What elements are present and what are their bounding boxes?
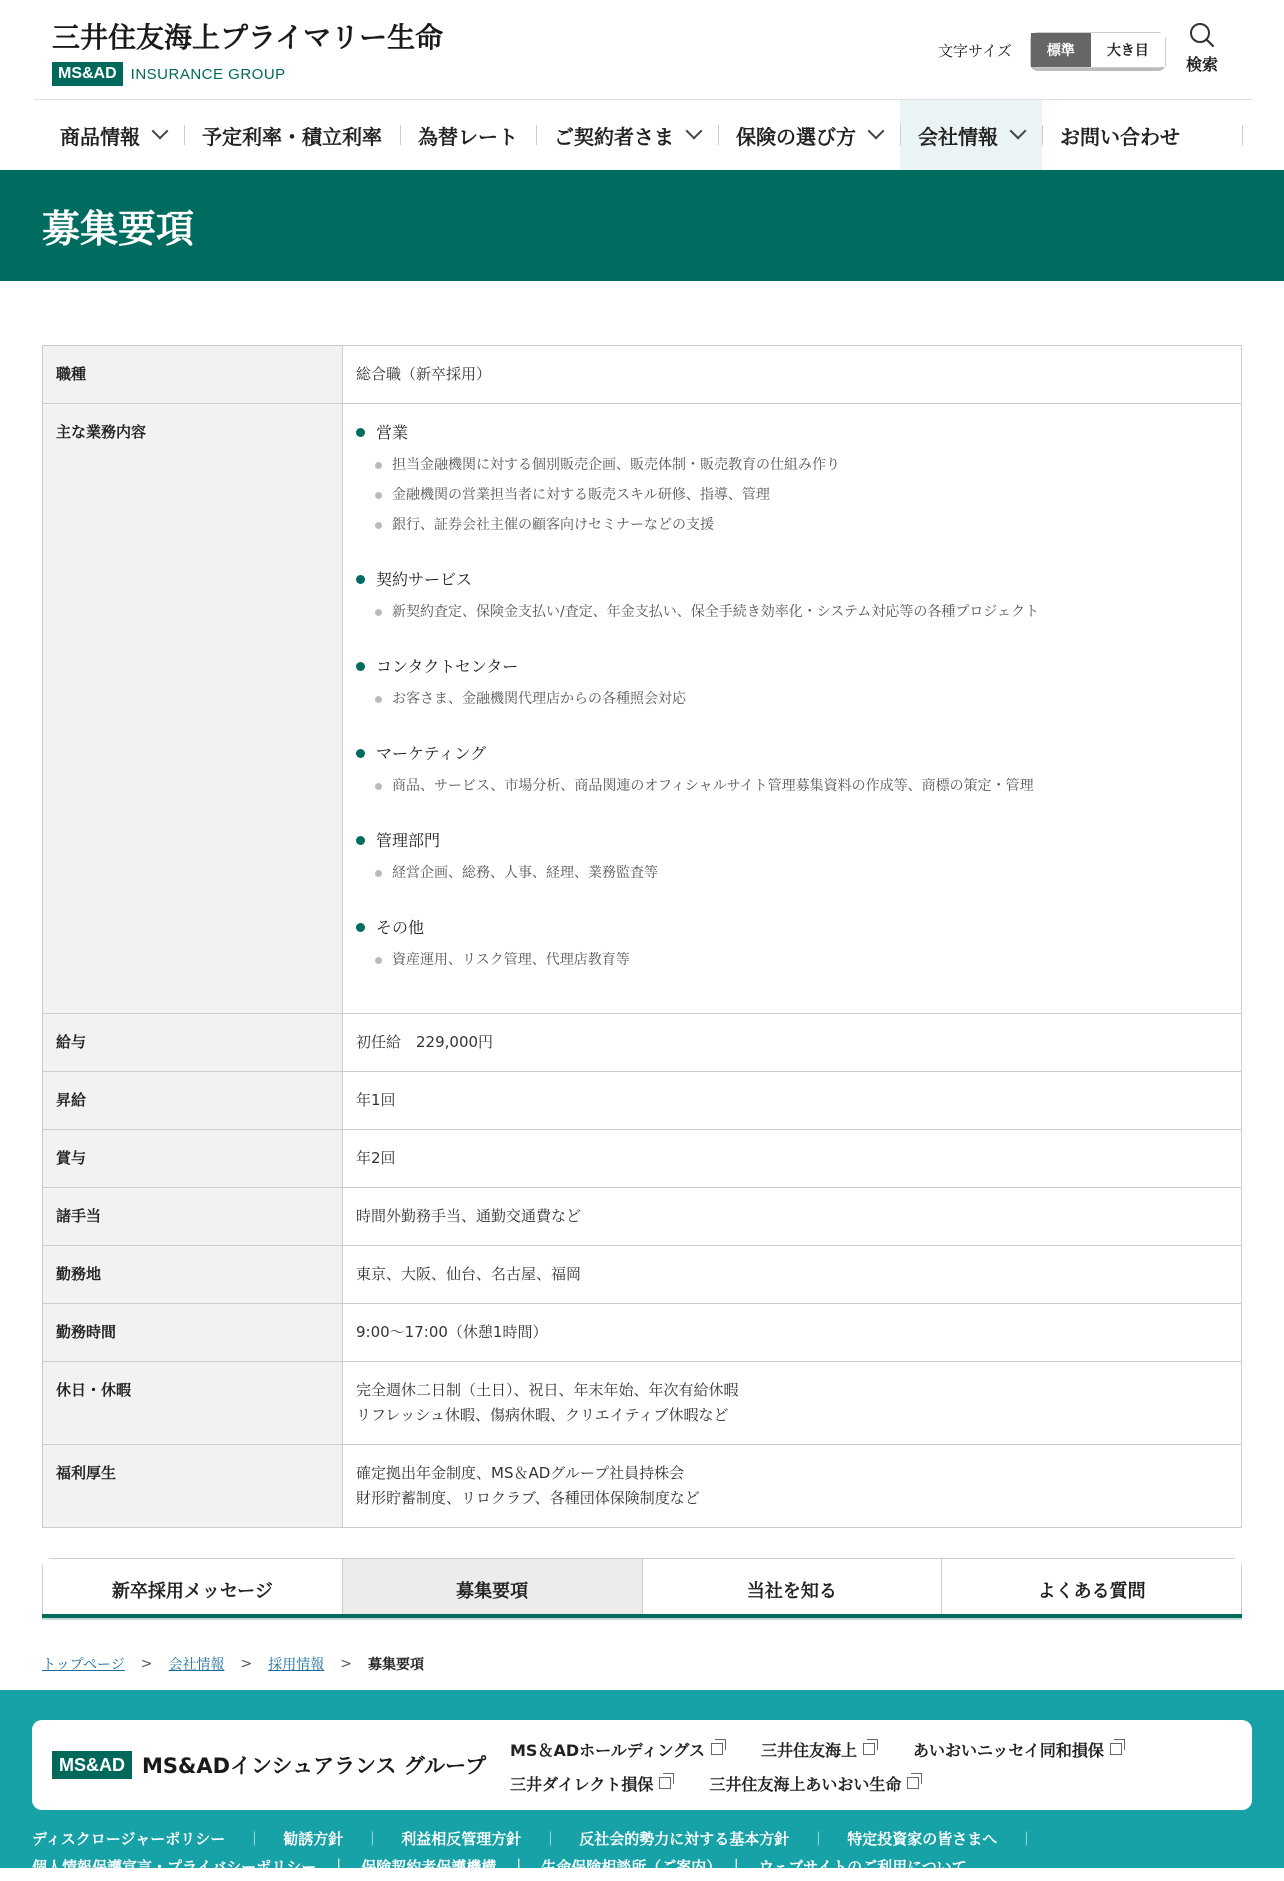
bullet-icon	[356, 749, 365, 758]
table-row	[43, 1445, 1242, 1528]
chevron-down-icon	[686, 123, 703, 140]
group-link-holdings[interactable]	[510, 1738, 723, 1761]
tab-about[interactable]: 当社を知る	[643, 1559, 943, 1620]
table-row	[43, 1014, 1242, 1072]
sub-bullet-icon	[375, 696, 382, 703]
duty-title: 契約サービス	[376, 570, 473, 589]
duty-detail: 銀行、証券会社主催の顧客向けセミナーなどの支援	[392, 517, 714, 533]
duty-title: 営業	[376, 423, 409, 442]
font-size-large-button[interactable]: 大き目	[1091, 33, 1165, 67]
sub-bullet-icon	[375, 462, 382, 469]
row-value: 9:00～17:00（休憩1時間）	[343, 1304, 1242, 1362]
policy-separator: ｜	[543, 1831, 558, 1848]
bullet-icon	[356, 575, 365, 584]
group-link-ad[interactable]	[913, 1738, 1122, 1761]
duty-detail: 金融機関の営業担当者に対する販売スキル研修、指導、管理	[392, 487, 770, 503]
breadcrumb-current: 募集要項	[367, 1657, 424, 1673]
row-label: 休日・休暇	[43, 1362, 343, 1445]
page-hero	[0, 170, 1284, 281]
table-row	[43, 1072, 1242, 1130]
row-value: 年1回	[343, 1072, 1242, 1130]
font-size-normal-button[interactable]: 標準	[1031, 33, 1091, 67]
policy-separator: ｜	[247, 1831, 262, 1848]
group-link-label: 三井住友海上	[761, 1740, 858, 1760]
duty-title: その他	[376, 918, 425, 937]
font-size-label: 文字サイズ	[938, 41, 1012, 60]
list-item	[356, 567, 1228, 625]
list-item	[356, 828, 1228, 886]
duty-detail: 経営企画、総務、人事、経理、業務監査等	[392, 865, 658, 881]
site-header	[0, 0, 1284, 100]
nav-item-label: ご契約者さま	[554, 124, 674, 149]
external-link-icon	[659, 1777, 671, 1789]
duty-detail: お客さま、金融機関代理店からの各種照会対応	[392, 691, 686, 707]
duties-list	[356, 420, 1228, 973]
breadcrumb-link-company[interactable]: 会社情報	[168, 1657, 225, 1673]
breadcrumb-separator: >	[140, 1656, 153, 1672]
recruitment-table	[42, 345, 1242, 1528]
nav-divider	[1242, 125, 1243, 145]
table-row	[43, 1362, 1242, 1445]
breadcrumb-separator: >	[240, 1656, 253, 1672]
sub-bullet-icon	[375, 492, 382, 499]
list-item	[356, 420, 1228, 538]
breadcrumb	[42, 1654, 424, 1674]
external-link-icon	[711, 1743, 723, 1755]
row-label: 福利厚生	[43, 1445, 343, 1528]
font-size-switcher	[938, 32, 1166, 68]
row-value: 総合職（新卒採用）	[343, 346, 1242, 404]
nav-item-label: お問い合わせ	[1060, 124, 1180, 149]
nav-item-company[interactable]	[900, 100, 1042, 170]
row-label: 勤務地	[43, 1246, 343, 1304]
page-title: 募集要項	[42, 207, 195, 251]
list-item	[356, 741, 1228, 799]
row-value: 初任給 229,000円	[343, 1014, 1242, 1072]
nav-item-label: 会社情報	[918, 124, 998, 149]
row-label: 諸手当	[43, 1188, 343, 1246]
policy-link-investors[interactable]: 特定投資家の皆さまへ	[847, 1830, 998, 1848]
policy-links-row2	[32, 1858, 967, 1876]
row-value-line: 確定拠出年金制度、MS＆ADグループ社員持株会	[356, 1464, 685, 1482]
duty-detail: 商品、サービス、市場分析、商品関連のオフィシャルサイト管理募集資料の作成等、商標の策定・管理	[392, 778, 1034, 794]
logo-group-text: INSURANCE GROUP	[130, 65, 286, 83]
search-icon	[1189, 22, 1215, 48]
table-row	[43, 1130, 1242, 1188]
tab-message[interactable]: 新卒採用メッセージ	[43, 1559, 343, 1620]
group-link-label: あいおいニッセイ同和損保	[913, 1740, 1104, 1760]
policy-separator: ｜	[1019, 1831, 1034, 1848]
row-value: 時間外勤務手当、通勤交通費など	[343, 1188, 1242, 1246]
site-logo[interactable]	[52, 16, 443, 86]
table-row	[43, 1246, 1242, 1304]
tabs-underline-shadow	[42, 1618, 1242, 1620]
chevron-down-icon	[868, 123, 885, 140]
sub-bullet-icon	[375, 522, 382, 529]
duty-detail: 資産運用、リスク管理、代理店教育等	[392, 952, 630, 968]
row-label: 昇給	[43, 1072, 343, 1130]
group-logo-name: MS&ADインシュアランス グループ	[142, 1754, 487, 1778]
chevron-down-icon	[152, 123, 169, 140]
table-row	[43, 1188, 1242, 1246]
group-link-label: 三井ダイレクト損保	[510, 1774, 654, 1794]
row-label: 給与	[43, 1014, 343, 1072]
row-value-line: 財形貯蓄制度、リロクラブ、各種団体保険制度など	[356, 1489, 700, 1507]
sub-bullet-icon	[375, 783, 382, 790]
nav-item-label: 商品情報	[60, 124, 140, 149]
group-link-label: MS＆ADホールディングス	[510, 1740, 706, 1760]
external-link-icon	[1110, 1743, 1122, 1755]
list-item	[356, 654, 1228, 712]
external-link-icon	[907, 1777, 919, 1789]
chevron-down-icon	[1010, 123, 1027, 140]
group-link-ms[interactable]	[761, 1738, 875, 1761]
row-value	[343, 1445, 1242, 1528]
site-footer	[0, 1690, 1284, 1876]
group-logo[interactable]	[52, 1750, 486, 1780]
policy-link-disclosure[interactable]: ディスクロージャーポリシー	[32, 1830, 226, 1848]
sub-bullet-icon	[375, 870, 382, 877]
row-value: 東京、大阪、仙台、名古屋、福岡	[343, 1246, 1242, 1304]
external-link-icon	[863, 1743, 875, 1755]
duty-title: コンタクトセンター	[376, 657, 519, 676]
policy-separator: ｜	[811, 1831, 826, 1848]
sub-bullet-icon	[375, 957, 382, 964]
row-label: 賞与	[43, 1130, 343, 1188]
group-link-label: 三井住友海上あいおい生命	[709, 1774, 902, 1794]
font-size-toggle	[1030, 32, 1166, 68]
row-label: 勤務時間	[43, 1304, 343, 1362]
msad-logo-badge: MS&AD	[52, 62, 123, 86]
policy-link-conflict[interactable]: 利益相反管理方針	[401, 1830, 522, 1848]
logo-company-name: 三井住友海上プライマリー生命	[52, 21, 444, 54]
policy-link-solicitation[interactable]: 勧誘方針	[283, 1830, 344, 1848]
duty-detail: 担当金融機関に対する個別販売企画、販売体制・販売教育の仕組み作り	[392, 457, 840, 473]
breadcrumb-link-recruit[interactable]: 採用情報	[268, 1657, 325, 1673]
search-label: 検索	[1185, 55, 1218, 74]
policy-separator: ｜	[365, 1831, 380, 1848]
row-value	[343, 1362, 1242, 1445]
nav-item-contact[interactable]	[1042, 100, 1198, 170]
search-button[interactable]	[1180, 22, 1224, 75]
recruit-tabs	[42, 1558, 1242, 1620]
row-value: 年2回	[343, 1130, 1242, 1188]
tab-requirements[interactable]: 募集要項	[343, 1559, 643, 1620]
group-links	[510, 1732, 1230, 1800]
breadcrumb-separator: >	[340, 1656, 352, 1672]
global-nav	[42, 100, 1198, 170]
bullet-icon	[356, 662, 365, 671]
duty-title: マーケティング	[376, 744, 487, 763]
nav-item-label: 為替レート	[418, 124, 518, 149]
bullet-icon	[356, 428, 365, 437]
nav-item-label: 予定利率・積立利率	[202, 124, 382, 149]
nav-item-products[interactable]	[42, 100, 184, 170]
table-row	[43, 404, 1242, 1014]
table-row	[43, 346, 1242, 404]
sub-bullet-icon	[375, 609, 382, 616]
nav-item-rates[interactable]	[184, 100, 400, 170]
bullet-icon	[356, 923, 365, 932]
group-link-aioi-life[interactable]	[709, 1772, 919, 1795]
bullet-icon	[356, 836, 365, 845]
group-card	[32, 1720, 1252, 1810]
group-link-direct[interactable]	[510, 1772, 671, 1795]
policy-links-row2-text[interactable]: 個人情報保護宣言・プライバシーポリシー ｜ 保険契約者保護機構 ｜ 生命保険相談所（ご案内） ｜ ウェブサイトのご利用について	[32, 1858, 967, 1876]
tab-faq[interactable]: よくある質問	[942, 1559, 1241, 1620]
nav-item-label: 保険の選び方	[736, 124, 856, 149]
row-value-line: リフレッシュ休暇、傷病休暇、クリエイティブ休暇など	[356, 1406, 729, 1424]
duty-detail: 新契約査定、保険金支払い/査定、年金支払い、保全手続き効率化・システム対応等の各種プロジェクト	[392, 604, 1040, 620]
row-label: 主な業務内容	[43, 404, 343, 1014]
row-value	[343, 404, 1242, 1014]
policy-links	[32, 1828, 1055, 1849]
duty-title: 管理部門	[376, 831, 441, 850]
logo-group-line	[52, 62, 443, 86]
list-item	[356, 915, 1228, 973]
policy-link-antisocial[interactable]: 反社会的勢力に対する基本方針	[579, 1830, 790, 1848]
group-logo-badge: MS&AD	[52, 1751, 132, 1779]
breadcrumb-link-top[interactable]: トップページ	[42, 1657, 125, 1673]
row-label: 職種	[43, 346, 343, 404]
nav-item-policyholders[interactable]	[536, 100, 718, 170]
nav-item-exchange[interactable]	[400, 100, 536, 170]
table-row	[43, 1304, 1242, 1362]
nav-item-how-to-choose[interactable]	[718, 100, 900, 170]
row-value-line: 完全週休二日制（土日）、祝日、年末年始、年次有給休暇	[356, 1381, 739, 1399]
